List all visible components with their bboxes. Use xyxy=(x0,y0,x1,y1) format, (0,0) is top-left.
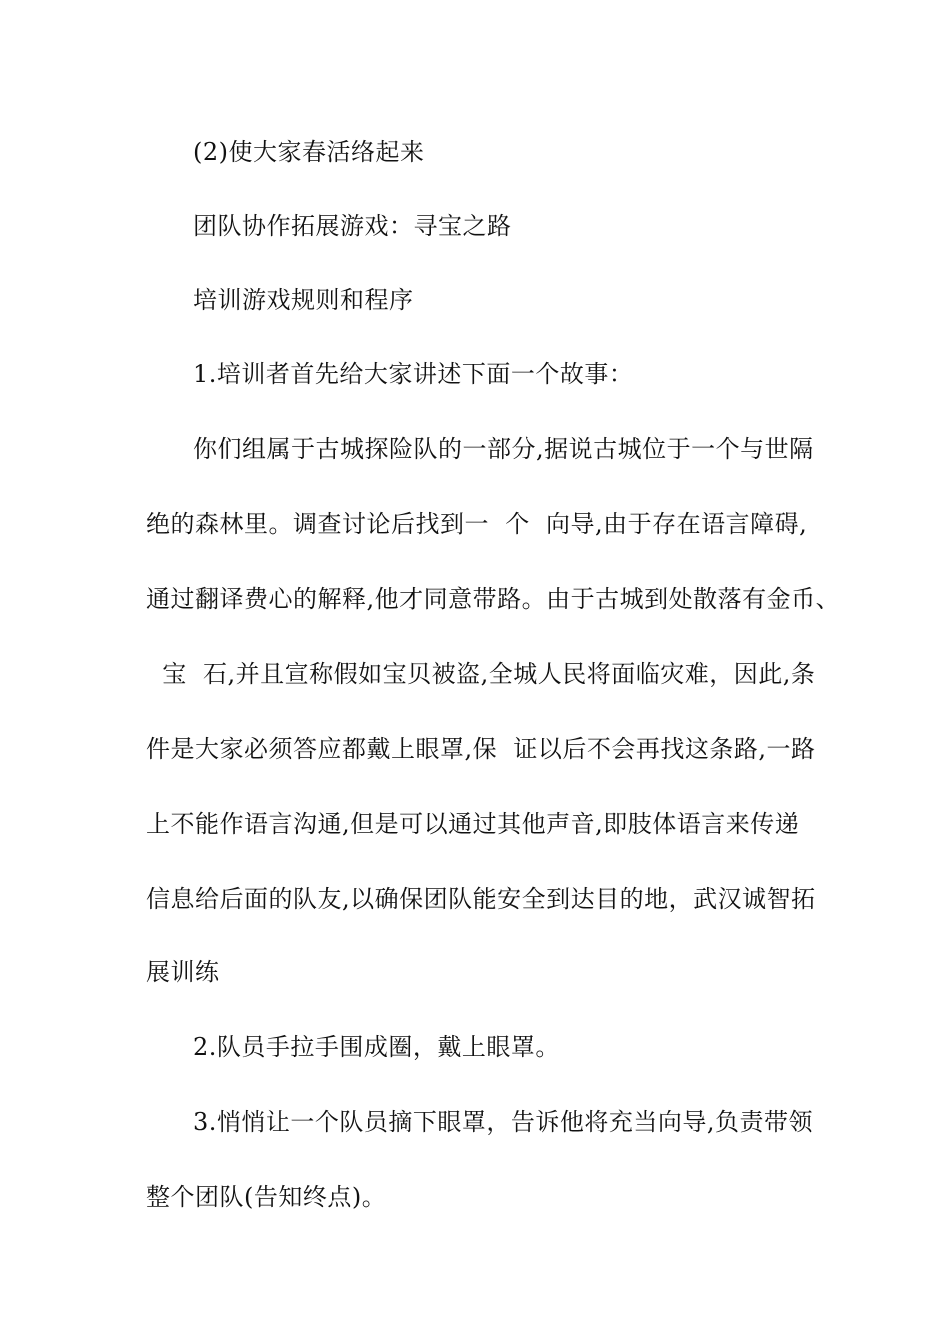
paragraph-game-title: 团队协作拓展游戏：寻宝之路 xyxy=(193,212,512,240)
paragraph-step-2: 2.队员手拉手围成圈，戴上眼罩。 xyxy=(193,1033,560,1061)
story-line-5: 件是大家必须答应都戴上眼罩,保 证以后不会再找这条路,一路 xyxy=(146,735,816,763)
paragraph-subtitle: (2)使大家春活络起来 xyxy=(193,138,425,166)
story-line-4: 宝 石,并且宣称假如宝贝被盗,全城人民将面临灾难，因此,条 xyxy=(146,660,816,688)
paragraph-step-3-continued: 整个团队(告知终点)。 xyxy=(146,1183,387,1211)
story-line-3: 通过翻译费心的解释,他才同意带路。由于古城到处散落有金币、 xyxy=(146,585,841,613)
story-line-6: 上不能作语言沟通,但是可以通过其他声音,即肢体语言来传递 xyxy=(146,810,800,838)
story-line-8: 展训练 xyxy=(146,958,220,986)
paragraph-step-1: 1.培训者首先给大家讲述下面一个故事： xyxy=(193,360,634,388)
paragraph-rules-heading: 培训游戏规则和程序 xyxy=(193,286,414,314)
paragraph-step-3: 3.悄悄让一个队员摘下眼罩，告诉他将充当向导,负责带领 xyxy=(193,1108,814,1136)
story-line-1: 你们组属于古城探险队的一部分,据说古城位于一个与世隔 xyxy=(193,435,814,463)
story-line-7: 信息给后面的队友,以确保团队能安全到达目的地，武汉诚智拓 xyxy=(146,885,816,913)
story-line-2: 绝的森林里。调查讨论后找到一 个 向导,由于存在语言障碍, xyxy=(146,510,808,538)
